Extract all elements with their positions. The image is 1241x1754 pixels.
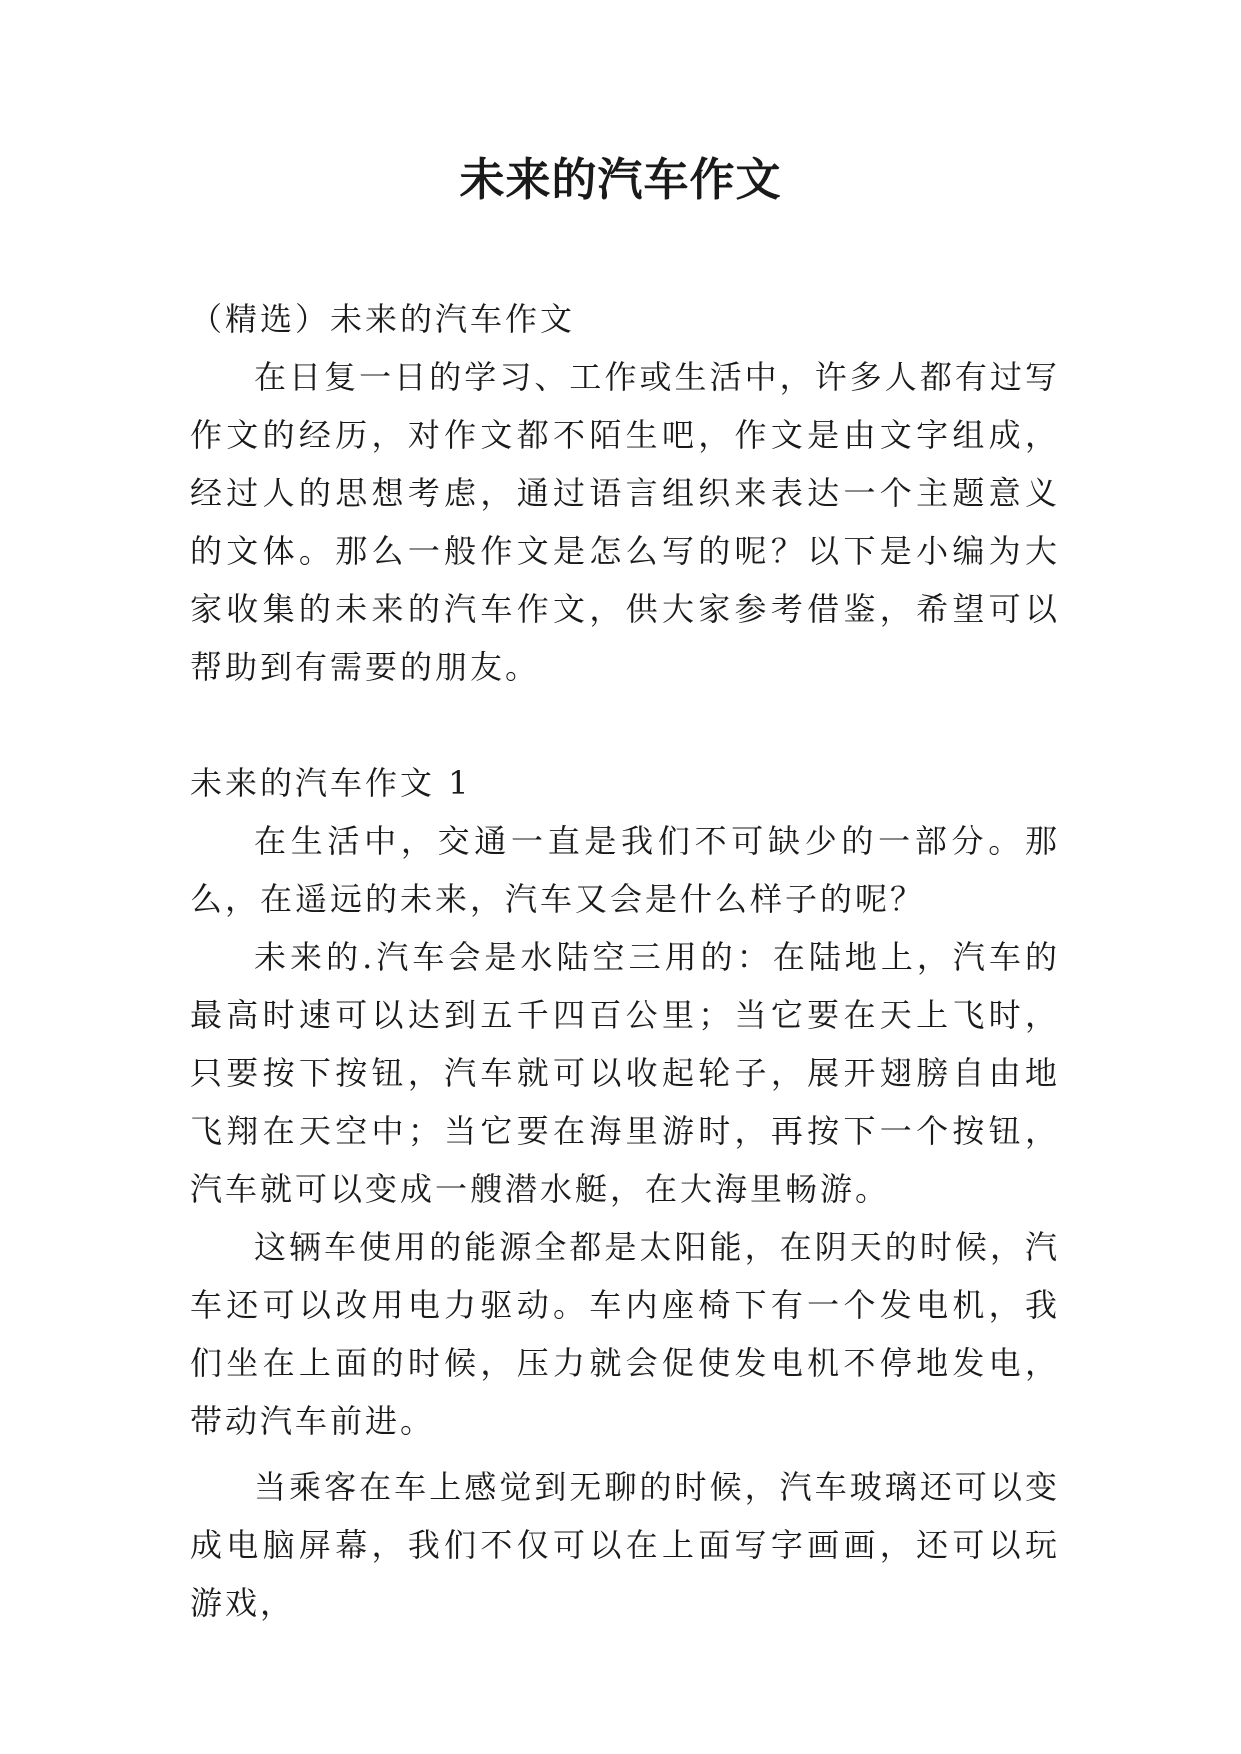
body-paragraph: 当乘客在车上感觉到无聊的时候，汽车玻璃还可以变成电脑屏幕，我们不仅可以在上面写字画画，还可以玩游戏， [190,1468,1060,1622]
document-body [190,290,1060,1632]
body-paragraph: 未来的.汽车会是水陆空三用的：在陆地上，汽车的最高时速可以达到五千四百公里；当它要在天上飞时，只要按下按钮，汽车就可以收起轮子，展开翅膀自由地飞翔在天空中；当它要在海里游时，再按下一个按钮，汽车就可以变成一艘潜水艇，在大海里畅游。 [190,938,1060,1208]
body-paragraph: 在生活中，交通一直是我们不可缺少的一部分。那么，在遥远的未来，汽车又会是什么样子的呢？ [190,822,1060,918]
document-subtitle: （精选）未来的汽车作文 [190,300,576,338]
paragraph-gap [190,1450,1060,1458]
body-paragraph: 这辆车使用的能源全都是太阳能，在阴天的时候，汽车还可以改用电力驱动。车内座椅下有一个发电机，我们坐在上面的时候，压力就会促使发电机不停地发电，带动汽车前进。 [190,1228,1060,1440]
section-spacer [190,696,1060,754]
section-heading: 未来的汽车作文 1 [190,764,472,802]
intro-paragraph: 在日复一日的学习、工作或生活中，许多人都有过写作文的经历，对作文都不陌生吧，作文是由文字组成，经过人的思想考虑，通过语言组织来表达一个主题意义的文体。那么一般作文是怎么写的呢？以下是小编为大家收集的未来的汽车作文，供大家参考借鉴，希望可以帮助到有需要的朋友。 [190,358,1060,686]
document-title: 未来的汽车作文 [459,153,782,206]
